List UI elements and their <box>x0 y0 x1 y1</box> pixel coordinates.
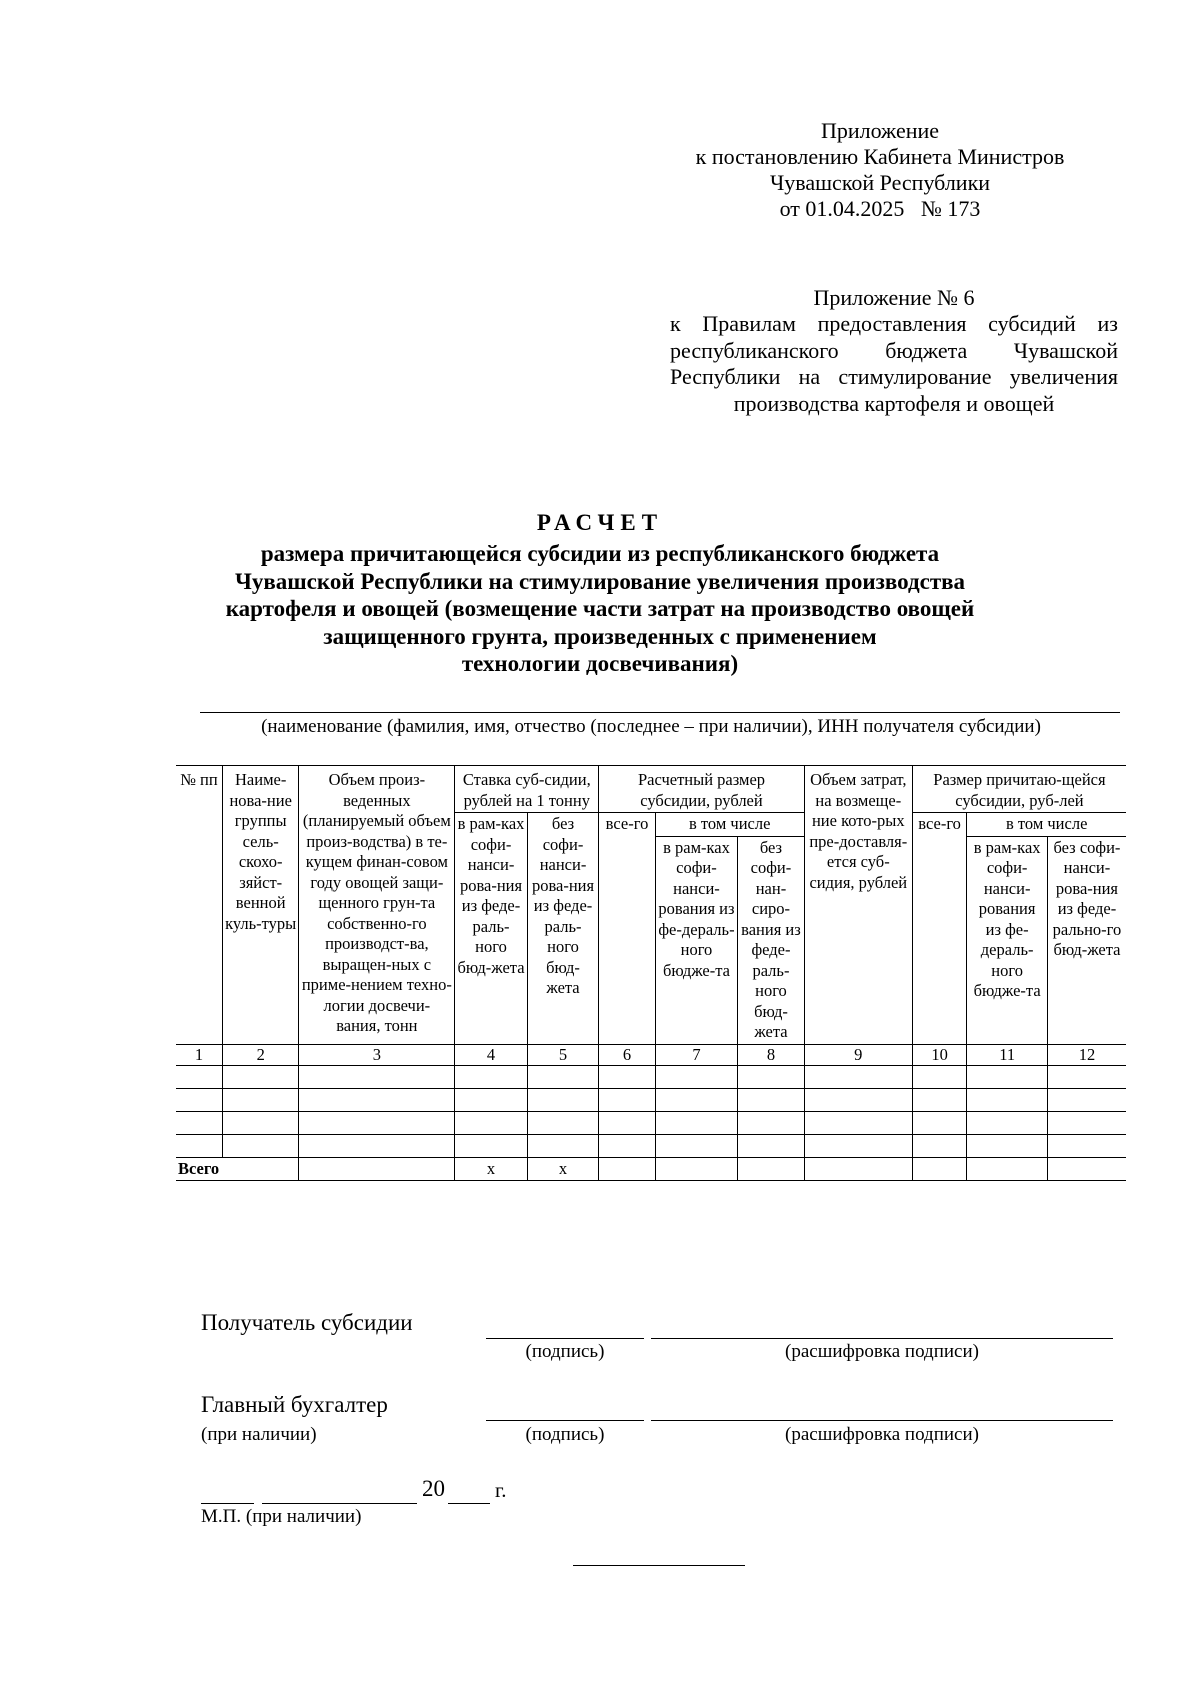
subtitle-line-5: технологии досвечивания) <box>461 651 739 676</box>
column-number: 8 <box>738 1044 805 1065</box>
header-costs-volume: Объем затрат, на возмеще-ние кото-рых пре-доставля-ется суб-сидия, рублей <box>804 766 912 1045</box>
header-rate-federal: в рам-ках софи-нанси-рова-ния из феде-раль-ного бюд-жета <box>455 813 528 1045</box>
recipient-decoding-line <box>651 1338 1113 1339</box>
date-year-line <box>448 1503 490 1504</box>
total-x-mark: x <box>455 1157 528 1180</box>
column-number-row <box>176 1044 1126 1065</box>
approval-line-3: Чувашской Республики <box>769 170 991 195</box>
header-crop-group: Наиме-нова-ние группы сель-скохо-зяйст-венной куль-туры <box>222 766 299 1045</box>
approval-line-1: Приложение <box>820 118 940 143</box>
header-calculated-amount: Расчетный размер субсидии, рублей <box>599 766 804 813</box>
header-rate-no-federal: без софи-нанси-рова-ния из феде-раль-ного бюд-жета <box>527 813 599 1045</box>
appendix-number: Приложение № 6 <box>813 285 975 310</box>
column-number: 3 <box>299 1044 455 1065</box>
subtitle-line-1: размера причитающейся субсидии из республиканского бюджета <box>260 541 940 566</box>
column-number: 12 <box>1047 1044 1126 1065</box>
header-due-amount: Размер причитаю-щейся субсидии, руб-лей <box>912 766 1126 813</box>
appendix-text: к Правилам предоставления субсидий из республиканского бюджета Чувашской Республики на стимулирование увеличения производства картофеля и овощей <box>670 311 1118 416</box>
document-subtitle <box>180 540 1020 678</box>
approval-block <box>660 118 1100 222</box>
closing-rule <box>573 1565 745 1566</box>
subtitle-line-2: Чувашской Республики на стимулирование увеличения производства <box>234 568 966 594</box>
recipient-signature-caption: (подпись) <box>525 1341 605 1362</box>
appendix-block <box>670 285 1118 417</box>
accountant-label: Главный бухгалтер <box>201 1392 388 1417</box>
table-row <box>176 1111 1126 1134</box>
column-number: 10 <box>912 1044 966 1065</box>
approval-line-2: к постановлению Кабинета Министров <box>695 144 1065 169</box>
date-month-line <box>262 1503 417 1504</box>
header-production-volume: Объем произ-веденных (планируемый объем произ-водства) в те-кущем финан-совом году овощей защи-щенного грун-та собственно-го производст-ва, выращен-ных с приме-нением техно-логии досвечи-вания, тонн <box>299 766 455 1045</box>
header-calc-including: в том числе <box>655 813 804 837</box>
recipient-name-line <box>200 712 1120 713</box>
column-number: 9 <box>804 1044 912 1065</box>
header-due-federal: в рам-ках софи-нанси-рования из фе-дераль-ного бюдже-та <box>967 836 1048 1044</box>
accountant-signature-caption: (подпись) <box>525 1424 605 1445</box>
column-number: 1 <box>176 1044 222 1065</box>
header-due-total: все-го <box>912 813 966 1045</box>
header-calc-federal: в рам-ках софи-нанси-рования из фе-дераль-ного бюдже-та <box>655 836 738 1044</box>
accountant-decoding-caption: (расшифровка подписи) <box>785 1424 979 1445</box>
total-row <box>176 1157 1126 1180</box>
accountant-signature-line <box>486 1420 644 1421</box>
total-x-mark: x <box>527 1157 599 1180</box>
subtitle-line-3: картофеля и овощей (возмещение части затрат на производство овощей <box>225 596 975 621</box>
table-row <box>176 1088 1126 1111</box>
recipient-signature-line <box>486 1338 644 1339</box>
header-calc-no-federal: без софи-нан-сиро-вания из феде-раль-ного бюд-жета <box>738 836 805 1044</box>
calculation-table <box>176 765 1126 1181</box>
header-due-no-federal: без софи-нанси-рова-ния из феде-рально-го бюд-жета <box>1047 836 1126 1044</box>
column-number: 11 <box>967 1044 1048 1065</box>
subtitle-line-4: защищенного грунта, произведенных с применением <box>323 623 877 649</box>
header-calc-total: все-го <box>599 813 655 1045</box>
recipient-label: Получатель субсидии <box>201 1310 413 1335</box>
table-row <box>176 1065 1126 1088</box>
column-number: 6 <box>599 1044 655 1065</box>
header-number: № пп <box>176 766 222 1045</box>
column-number: 4 <box>455 1044 528 1065</box>
recipient-caption: (наименование (фамилия, имя, отчество (последнее – при наличии), ИНН получателя субсидии) <box>261 716 1041 737</box>
header-due-including: в том числе <box>967 813 1126 837</box>
column-number: 5 <box>527 1044 599 1065</box>
stamp-caption: М.П. (при наличии) <box>201 1506 362 1527</box>
date-day-line <box>201 1503 254 1504</box>
table-row <box>176 1134 1126 1157</box>
date-year-prefix: 20 <box>422 1476 445 1501</box>
approval-line-4: от 01.04.2025 № 173 <box>779 196 981 221</box>
date-year-suffix: г. <box>495 1478 507 1502</box>
document-title: РАСЧЕТ <box>536 510 664 535</box>
column-number: 7 <box>655 1044 738 1065</box>
accountant-decoding-line <box>651 1420 1113 1421</box>
total-label: Всего <box>176 1157 299 1180</box>
header-subsidy-rate: Ставка суб-сидии, рублей на 1 тонну <box>455 766 599 813</box>
recipient-decoding-caption: (расшифровка подписи) <box>785 1341 979 1362</box>
accountant-note: (при наличии) <box>201 1424 317 1445</box>
header-row-1 <box>176 766 1126 813</box>
column-number: 2 <box>222 1044 299 1065</box>
